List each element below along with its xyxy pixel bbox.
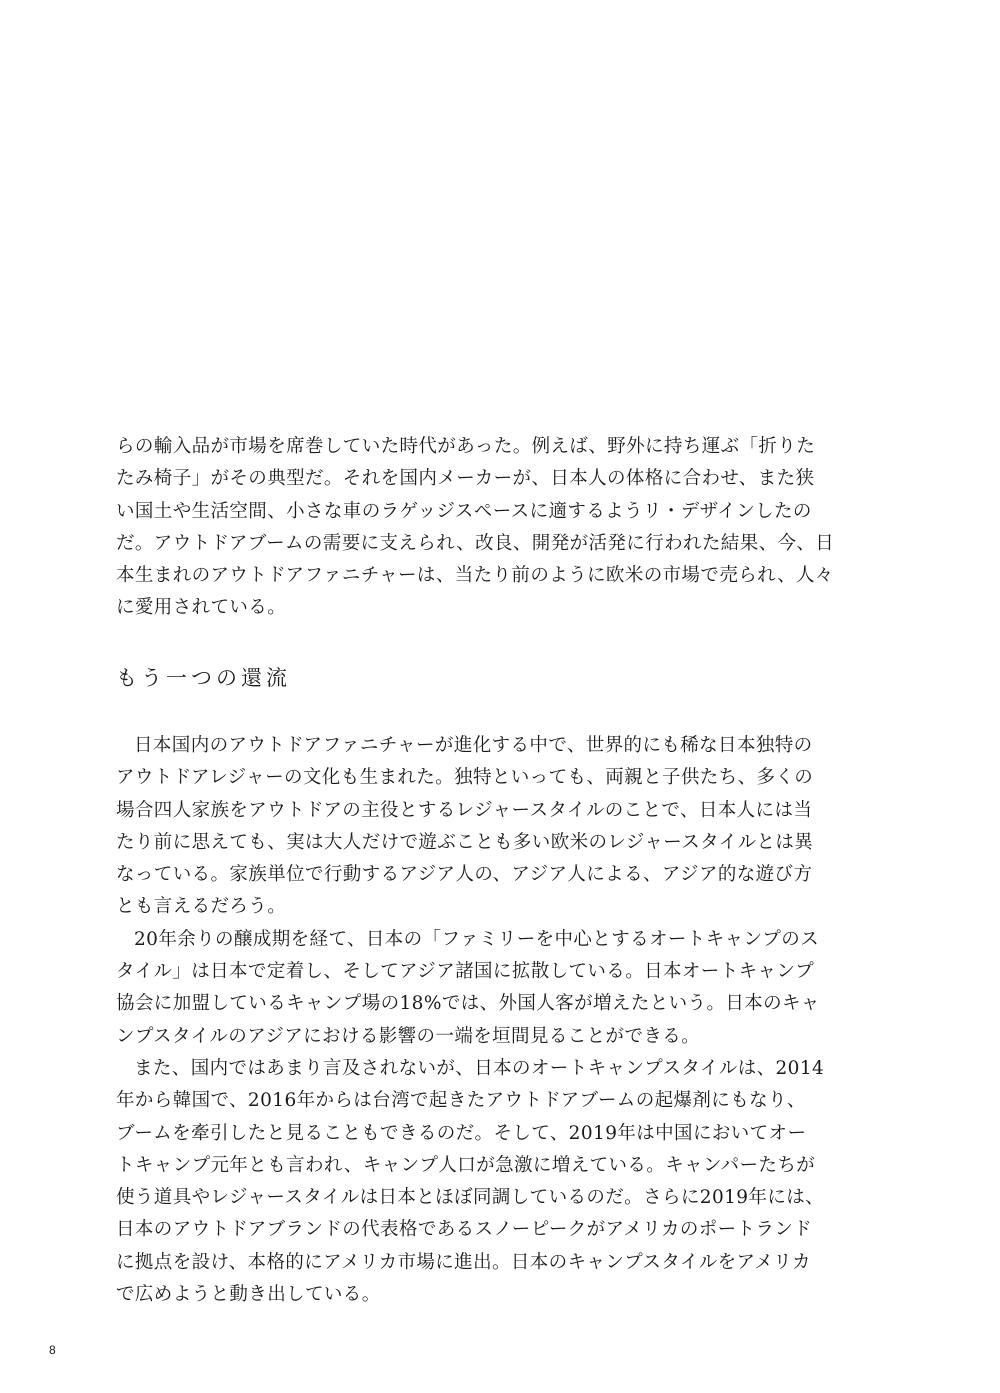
paragraph <box>116 730 814 924</box>
text-line: アウトドアレジャーの文化も生まれた。独特といっても、両親と子供たち、多くの <box>116 767 814 789</box>
text-line: 20年余りの醸成期を経て、日本の「ファミリーを中心とするオートキャンプのス <box>134 928 820 950</box>
text-line: ブームを牽引したと見ることもできるのだ。そして、2019年は中国においてオー <box>116 1122 807 1144</box>
intro-paragraph <box>116 431 835 625</box>
text-line: 日本のアウトドアブランドの代表格であるスノーピークがアメリカのポートランド <box>116 1219 813 1241</box>
text-line: なっている。家族単位で行動するアジア人の、アジア人による、アジア的な遊び方 <box>116 864 813 886</box>
paragraph <box>116 924 820 1053</box>
text-line: タイル」は日本で定着し、そしてアジア諸国に拡散している。日本オートキャンプ <box>116 961 815 983</box>
paragraph <box>116 1053 825 1311</box>
text-line: に愛用されている。 <box>116 597 287 619</box>
text-line: で広めようと動き出している。 <box>116 1284 381 1306</box>
text-line: たり前に思えても、実は大人だけで遊ぶことも多い欧米のレジャースタイルとは異 <box>116 831 814 853</box>
text-line: 本生まれのアウトドアファニチャーは、当たり前のように欧米の市場で売られ、人々 <box>116 565 834 587</box>
text-line: 日本国内のアウトドアファニチャーが進化する中で、世界的にも稀な日本独特の <box>134 735 813 756</box>
page-number: 8 <box>49 1343 56 1357</box>
text-line: 場合四人家族をアウトドアの主役とするレジャースタイルのことで、日本人には当 <box>116 799 813 821</box>
section-heading: もう一つの還流 <box>116 666 291 690</box>
text-line: だ。アウトドアブームの需要に支えられ、改良、開発が活発に行われた結果、今、日 <box>116 532 835 554</box>
text-line: トキャンプ元年とも言われ、キャンプ人口が急激に増えている。キャンパーたちが <box>116 1154 816 1176</box>
text-line: らの輸入品が市場を席巻していた時代があった。例えば、野外に持ち運ぶ「折りた <box>116 436 816 457</box>
text-line: とも言えるだろう。 <box>116 896 287 918</box>
text-line: ンプスタイルのアジアにおける影響の一端を垣間見ることができる。 <box>116 1025 701 1047</box>
text-line: 年から韓国で、2016年からは台湾で起きたアウトドアブームの起爆剤にもなり、 <box>116 1090 806 1112</box>
text-line: い国土や生活空間、小さな車のラゲッジスペースに適するようリ・デザインしたの <box>116 500 812 522</box>
text-line: 使う道具やレジャースタイルは日本とほぼ同調しているのだ。さらに2019年には、 <box>116 1187 825 1209</box>
text-line: たみ椅子」がその典型だ。それを国内メーカーが、日本人の体格に合わせ、また狭 <box>116 468 815 490</box>
text-line: また、国内ではあまり言及されないが、日本のオートキャンプスタイルは、2014 <box>134 1057 825 1079</box>
body-text <box>116 730 825 1311</box>
text-line: 協会に加盟しているキャンプ場の18%では、外国人客が増えたという。日本のキャ <box>116 993 820 1015</box>
text-line: に拠点を設け、本格的にアメリカ市場に進出。日本のキャンプスタイルをアメリカ <box>116 1251 811 1273</box>
